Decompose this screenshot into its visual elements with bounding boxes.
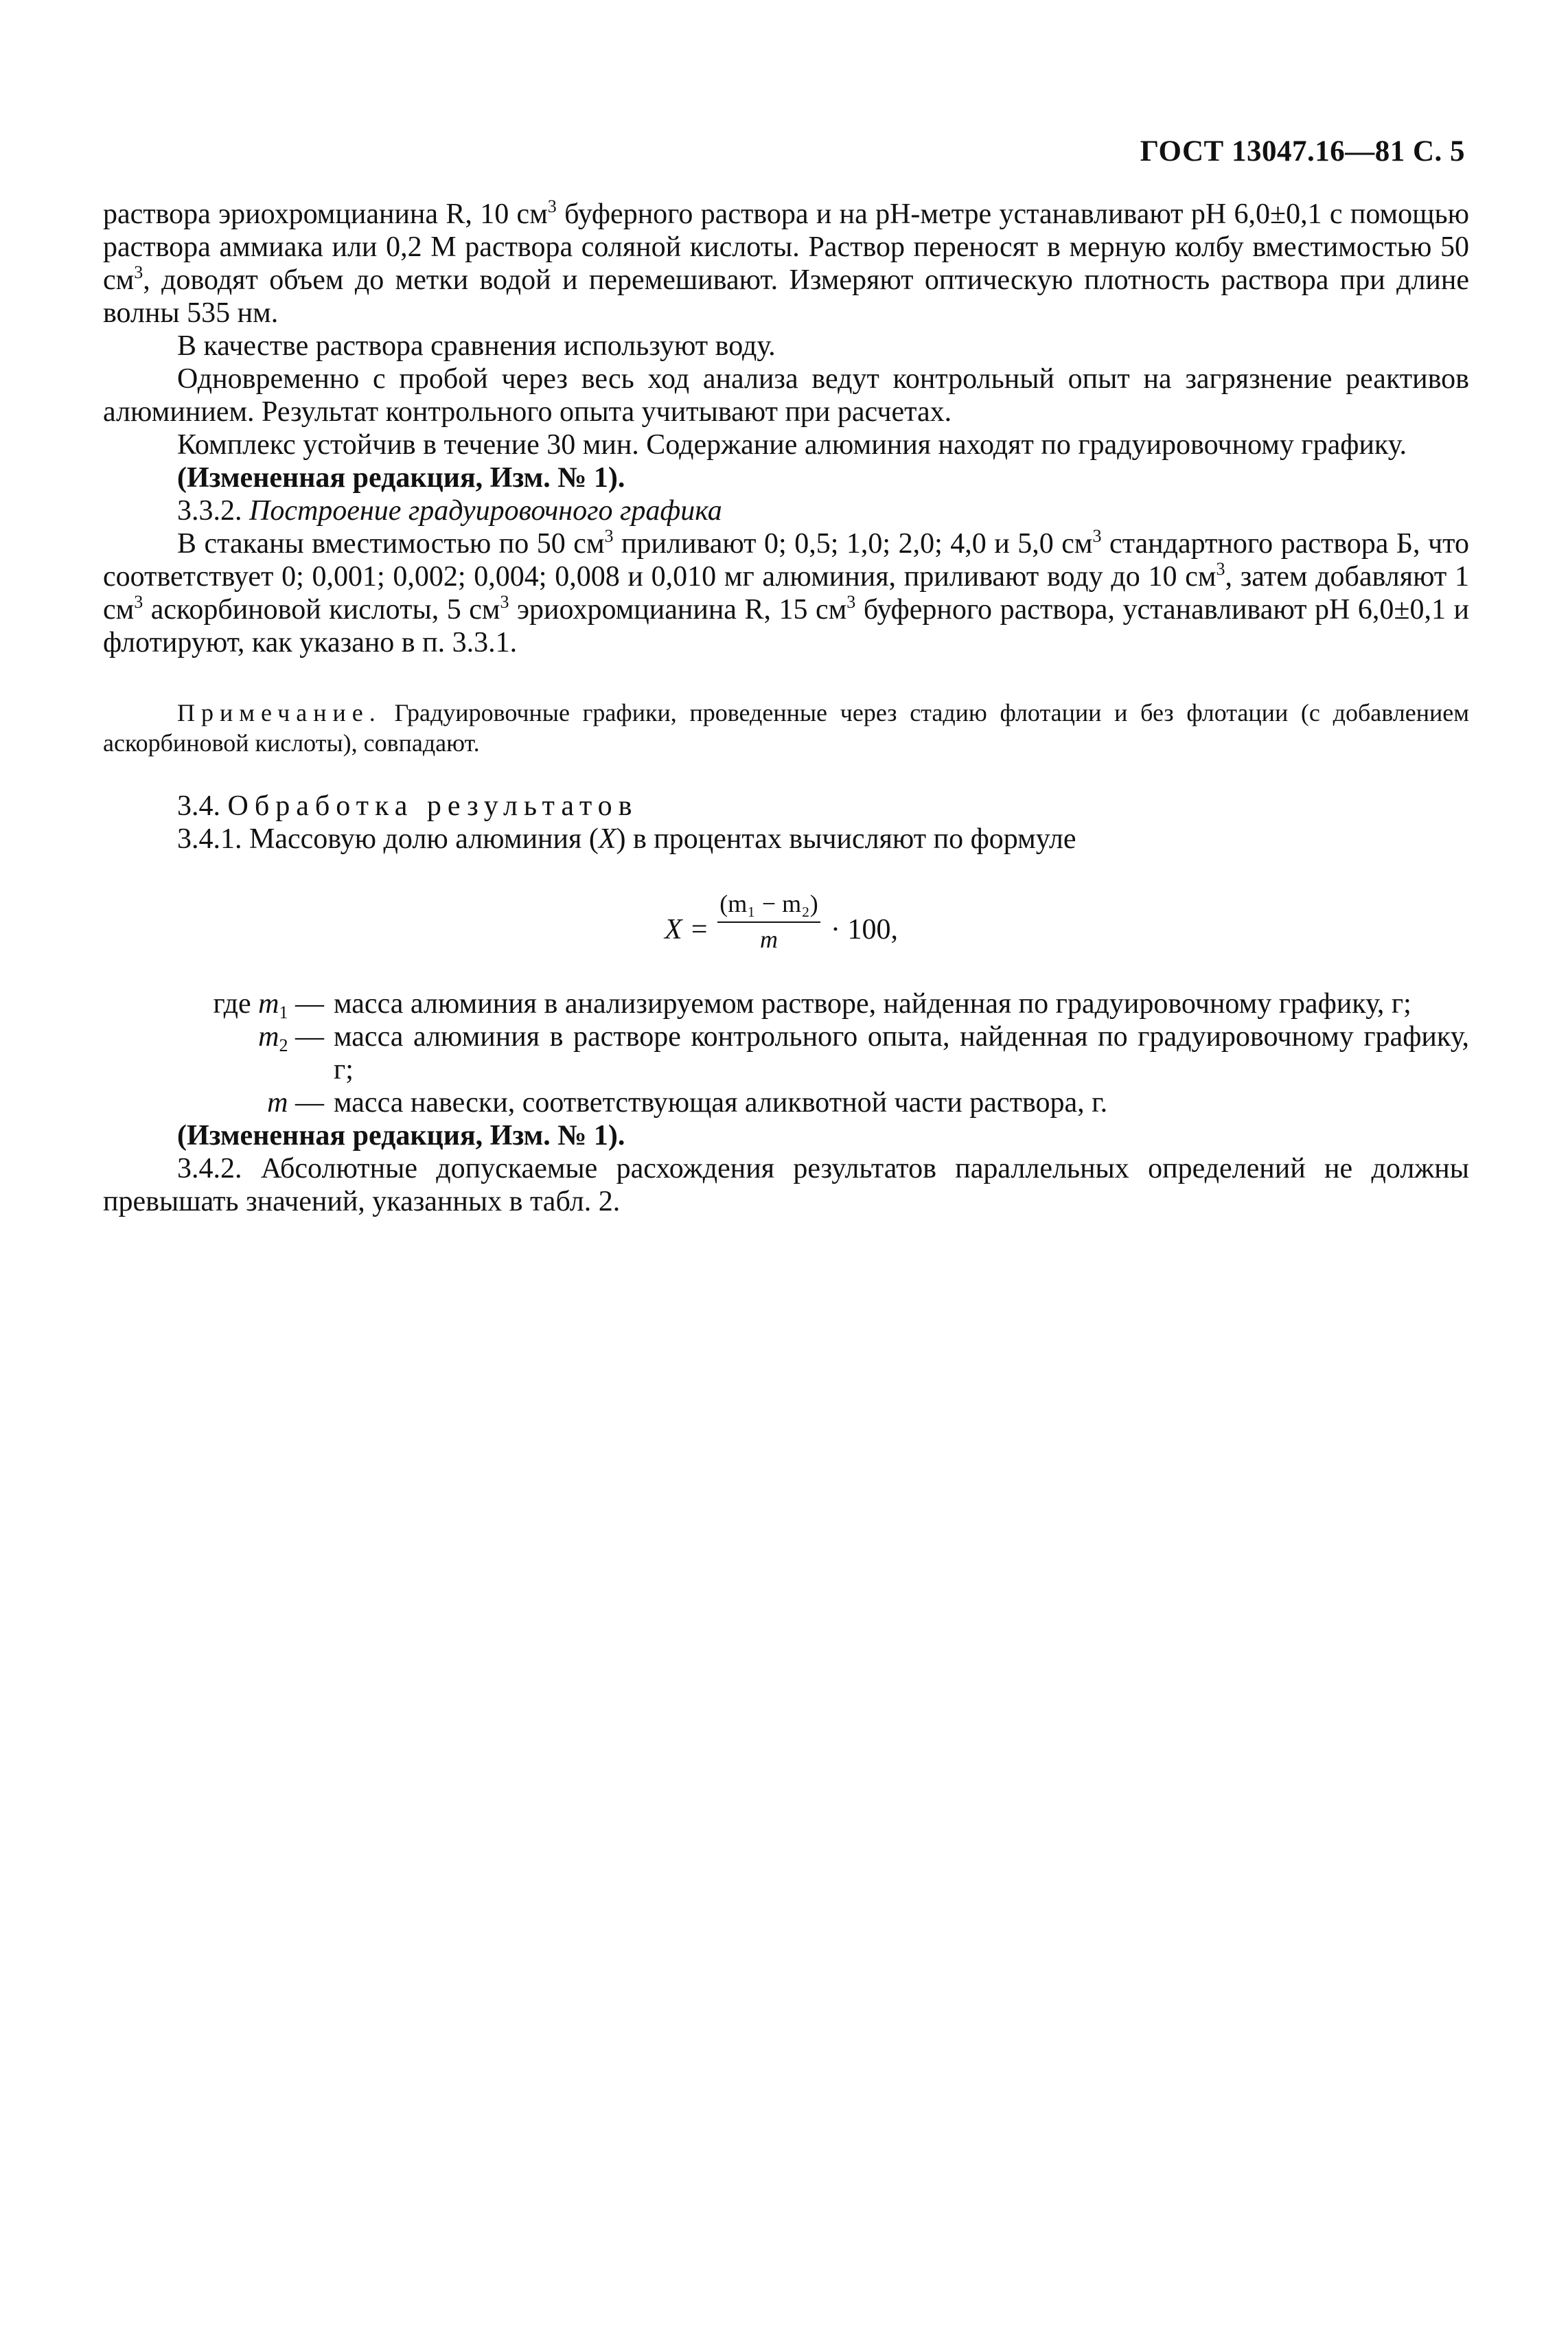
superscript: 3 xyxy=(846,592,856,612)
section-title: Построение градуировочного графика xyxy=(249,495,722,527)
paragraph-solution-prep xyxy=(103,198,1469,330)
text-run: буферного раствора и на рН-метре устанавливают рН 6,0±0,1 с помощью раствора аммиака или 0,2 М раствора соляной кислоты. Раствор переносят в мерную колбу вместимостью 50 см xyxy=(103,198,1469,296)
term-dash: — xyxy=(288,1087,324,1119)
text-run: приливают 0; 0,5; 1,0; 2,0; 4,0 и 5,0 см xyxy=(613,528,1093,560)
term-subscript: 1 xyxy=(279,1002,288,1022)
paragraph-control-experiment: Одновременно с пробой через весь ход анализа ведут контрольный опыт на загрязнение реактивов алюминием. Результат контрольного опыта учитывают при расчетах. xyxy=(103,363,1469,428)
term-dash: — xyxy=(288,1021,324,1053)
where-term xyxy=(103,1086,334,1119)
paragraph-reference-solution: В качестве раствора сравнения используют воду. xyxy=(177,330,776,362)
paragraph-calibration-procedure xyxy=(103,527,1469,659)
where-item-m1 xyxy=(103,987,1469,1020)
term-symbol: m xyxy=(258,1021,279,1053)
section-number: 3.4. xyxy=(177,790,228,822)
where-description: масса навески, соответствующая аликвотной части раствора, г. xyxy=(334,1087,1108,1119)
note-paragraph xyxy=(103,698,1469,758)
text-run: буферного раствора, устанавливают рН 6,0±0,1 и флотируют, как указано в п. 3.3.1. xyxy=(103,594,1469,658)
formula-lhs: X = xyxy=(665,914,709,946)
text-run: , затем добавляют 1 см xyxy=(103,561,1469,626)
superscript: 3 xyxy=(1092,526,1102,546)
section-number: 3.3.2. xyxy=(177,495,249,527)
text-run: эриохромцианина R, 15 см xyxy=(509,594,847,626)
term-symbol: m xyxy=(258,988,279,1020)
where-description: масса алюминия в растворе контрольного опыта, найденная по градуировочному графику, г; xyxy=(334,1021,1469,1086)
variable-x: X xyxy=(598,823,616,855)
where-term xyxy=(103,1020,334,1086)
text-run: , доводят объем до метки водой и перемешивают. Измеряют оптическую плотность раствора при длине волны 535 нм. xyxy=(103,264,1469,329)
superscript: 3 xyxy=(604,526,614,546)
amendment-note-2: (Измененная редакция, Изм. № 1). xyxy=(177,1120,625,1151)
superscript: 3 xyxy=(500,592,509,612)
superscript: 3 xyxy=(134,592,143,612)
text-run: стандартного раствора Б, что соответствует 0; 0,001; 0,002; 0,004; 0,008 и 0,010 мг алюминия, приливают воду до 10 см xyxy=(103,528,1469,593)
term-dash: — xyxy=(288,988,324,1020)
where-term xyxy=(103,987,334,1020)
text-run: В стаканы вместимостью по 50 см xyxy=(177,528,605,560)
where-item-m xyxy=(103,1086,1469,1119)
paragraph-3-4-1 xyxy=(103,823,1469,856)
where-prefix: где xyxy=(213,988,259,1020)
where-description: масса алюминия в анализируемом растворе, найденная по градуировочному графику, г; xyxy=(334,988,1411,1020)
term-subscript: 2 xyxy=(279,1035,288,1055)
amendment-note-1: (Измененная редакция, Изм. № 1). xyxy=(177,462,625,494)
text-run: аскорбиновой кислоты, 5 см xyxy=(143,594,500,626)
where-item-m2 xyxy=(103,1020,1469,1086)
formula-denominator: m xyxy=(760,926,778,953)
document-body xyxy=(103,198,1469,1218)
text-run: раствора эриохромцианина R, 10 см xyxy=(103,198,548,230)
note-text: Градуировочные графики, проведенные через стадию флотации и без флотации (с добавлением аскорбиновой кислоты), совпадают. xyxy=(103,699,1469,757)
section-title: Обработка результатов xyxy=(227,790,638,822)
paragraph-3-4-2: 3.4.2. Абсолютные допускаемые расхождения результатов параллельных определений не должны превышать значений, указанных в табл. 2. xyxy=(103,1153,1469,1217)
formula-rhs: · 100, xyxy=(831,914,898,946)
paragraph-complex-stability: Комплекс устойчив в течение 30 мин. Содержание алюминия находят по градуировочному графику. xyxy=(177,429,1407,461)
formula-mass-fraction xyxy=(103,886,1469,961)
section-3-3-2-heading xyxy=(103,494,1469,527)
fraction-bar xyxy=(717,921,820,923)
superscript: 3 xyxy=(1216,559,1225,579)
superscript: 3 xyxy=(547,196,557,216)
text-run: ) в процентах вычисляют по формуле xyxy=(616,823,1076,855)
note-label: Примечание. xyxy=(177,699,382,726)
section-3-4-heading xyxy=(103,790,1469,823)
page-header: ГОСТ 13047.16—81 С. 5 xyxy=(1140,135,1465,168)
superscript: 3 xyxy=(134,262,143,282)
term-symbol: m xyxy=(267,1087,288,1119)
formula-numerator: (m₁ − m₂) xyxy=(719,890,818,917)
formula-fraction xyxy=(717,889,820,953)
text-run: 3.4.1. Массовую долю алюминия ( xyxy=(177,823,599,855)
